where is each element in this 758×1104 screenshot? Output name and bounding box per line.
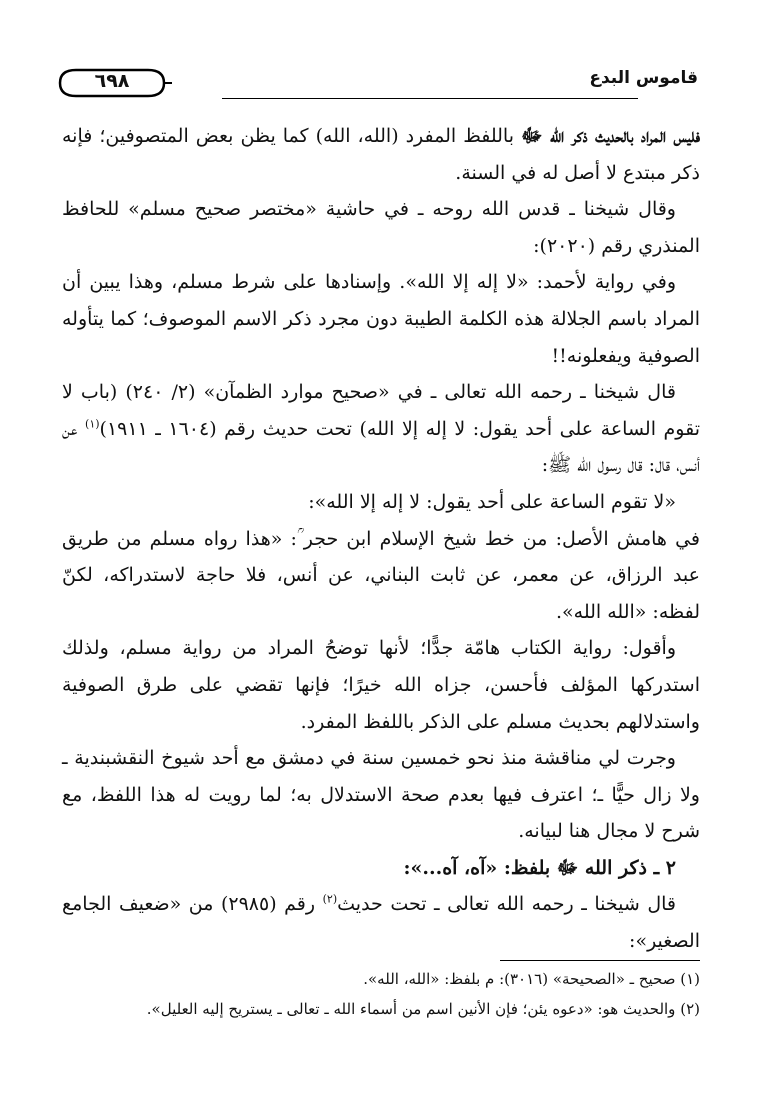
footnote-marker: (١) [680, 970, 700, 988]
paragraph [62, 374, 700, 484]
paragraph: وأقول: رواية الكتاب هامّة جدًّا؛ لأنها توضحُ المراد من رواية مسلم، ولذلك استدركها المؤلف فأحسن، جزاه الله خيرًا؛ فإنها تقضي على طرق الصوفية واستدلالهم بحديث مسلم على الذكر باللفظ المفرد. [62, 637, 700, 733]
paragraph-text: قال شيخنا ـ رحمه الله تعالى ـ في «صحيح موارد الظمآن» (٢/ ٢٤٠) (باب لا تقوم الساعة على أحد يقول: لا إله إلا الله) تحت حديث رقم (١٦٠٤ ـ ١٩١١) [62, 381, 700, 440]
footnote [62, 966, 700, 992]
footnote-rule [500, 960, 700, 961]
footnote-ref[interactable]: (٢) [322, 893, 338, 907]
page-number-badge [52, 66, 172, 100]
page-header [52, 68, 698, 104]
footnote [62, 996, 700, 1022]
footnote-text: صحيح ـ «الصحيحة» (٣٠١٦): م بلفظ: «الله، الله». [363, 970, 676, 988]
heading-text: ٢ ـ ذكر الله ﷻ بلفظ: «آه، آه...»: [403, 856, 676, 879]
paragraph [62, 886, 700, 959]
paragraph-text-tail: رقم (٢٩٨٥) من «ضعيف الجامع الصغير»: [62, 893, 700, 953]
paragraph-text: قال شيخنا ـ رحمه الله تعالى ـ تحت حديث [337, 893, 676, 916]
paragraph [62, 118, 700, 191]
paragraph: وقال شيخنا ـ قدس الله روحه ـ في حاشية «مختصر صحيح مسلم» للحافظ المنذري رقم (٢٠٢٠): [62, 198, 700, 257]
paragraph-text: باللفظ المفرد (الله، الله) كما يظن بعض المتصوفين؛ فإنه ذكر مبتدع لا أصل له في السنة. [62, 125, 700, 184]
paragraph: «لا تقوم الساعة على أحد يقول: لا إله إلا الله»: [308, 490, 676, 513]
footnote-marker: (٢) [680, 1000, 700, 1018]
paragraph: وجرت لي مناقشة منذ نحو خمسين سنة في دمشق مع أحد شيوخ النقشبندية ـ ولا زال حيًّا ـ؛ اعترف فيها بعدم صحة الاستدلال به؛ لما رويت له هذا اللفظ، مع شرح لا مجال هنا لبيانه. [62, 747, 700, 843]
footnote-ref[interactable]: (١) [85, 417, 100, 431]
paragraph-text-tail: عن أنس، قال: قال رسول الله ﷺ: [62, 417, 700, 477]
paragraph: وفي رواية لأحمد: «لا إله إلا الله». وإسنادها على شرط مسلم، وهذا يبين أن المراد باسم الجلالة هذه الكلمة الطيبة دون مجرد ذكر الاسم الموصوف؛ كما يتأوله الصوفية ويفعلونه!! [62, 271, 700, 367]
page-number: ٦٩٨ [94, 70, 130, 92]
paragraph-lead: فليس المراد بالحديث ذكر الله ﷻ [520, 125, 700, 147]
section-heading [62, 850, 700, 887]
book-title: قاموس البدع [589, 68, 698, 88]
footnotes [62, 962, 700, 1026]
body-text [62, 118, 700, 960]
paragraph: في هامش الأصل: من خط شيخ الإسلام ابن حجر ؒ: «هذا رواه مسلم من طريق عبد الرزاق، عن معمر، عن ثابت البناني، عن أنس، فلا حاجة لاستدراكه، لكنّ لفظه: «الله الله». [62, 527, 700, 623]
footnote-text: والحديث هو: «دعوه يئن؛ فإن الأنين اسم من أسماء الله ـ تعالى ـ يستريح إليه العليل». [146, 1000, 676, 1018]
header-rule [222, 98, 638, 99]
